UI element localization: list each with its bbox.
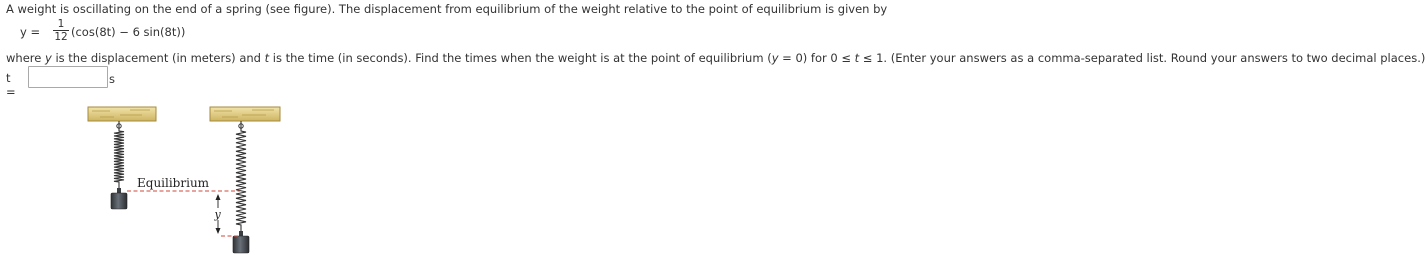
fraction-denominator: 12 <box>54 31 68 43</box>
spring-coil <box>236 121 246 231</box>
displacement-label: y <box>214 208 221 221</box>
variable-t: t <box>854 51 860 65</box>
fraction-numerator: 1 <box>53 19 69 31</box>
variable-y: y <box>771 51 779 65</box>
weight-left <box>111 188 127 209</box>
instructions-text-3: is the time (in seconds). Find the times when the weight is at the point of equilibrium ( <box>269 51 772 65</box>
instructions-text-4: = 0) for 0 ≤ <box>778 51 855 65</box>
spring-figure <box>80 100 290 257</box>
spring-left <box>114 121 124 188</box>
question-instructions <box>6 51 1425 65</box>
answer-input[interactable] <box>28 66 108 88</box>
variable-t: t <box>264 51 270 65</box>
instructions-text-2: is the displacement (in meters) and <box>51 51 265 65</box>
instructions-text-5: ≤ 1. (Enter your answers as a comma-separated list. Round your answers to two decimal places.) <box>859 51 1425 65</box>
spring-right <box>236 121 246 231</box>
spring-diagram <box>80 100 290 257</box>
ceiling-beam-right <box>210 107 280 121</box>
variable-y: y <box>44 51 52 65</box>
answer-unit: s <box>109 72 115 86</box>
equation-fraction <box>53 19 69 42</box>
equilibrium-label: Equilibrium <box>137 176 210 190</box>
instructions-text-1: where <box>6 51 45 65</box>
answer-label: t = <box>6 71 16 99</box>
equation-rhs: (cos(8t) − 6 sin(8t)) <box>71 25 186 39</box>
ceiling-beam-left <box>88 107 156 121</box>
question-intro: A weight is oscillating on the end of a spring (see figure). The displacement from equilibrium of the weight relative to the point of equilibrium is given by <box>6 2 888 16</box>
spring-coil <box>114 121 124 188</box>
weight-right <box>233 231 249 253</box>
equation-lhs: y = <box>20 25 41 39</box>
